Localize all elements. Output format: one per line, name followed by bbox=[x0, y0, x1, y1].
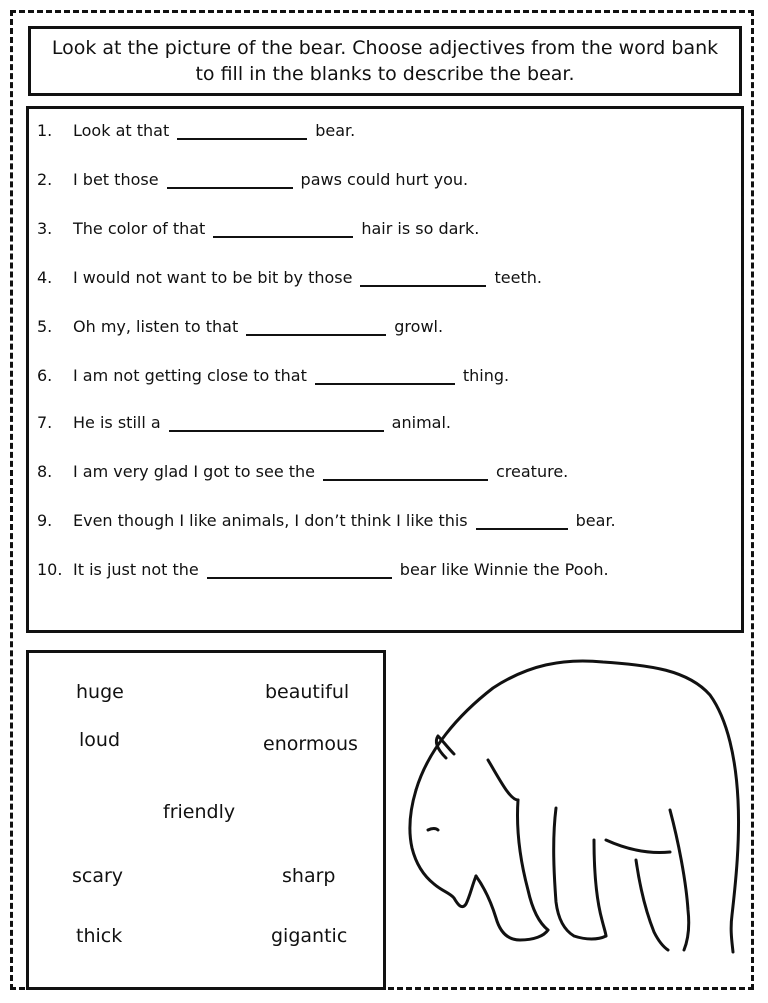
question-number: 6. bbox=[37, 366, 53, 385]
question-text-before: I am not getting close to that bbox=[73, 366, 307, 385]
bear-front-leg-2 bbox=[554, 808, 606, 939]
question-item bbox=[37, 364, 509, 388]
question-number: 4. bbox=[37, 268, 53, 287]
question-number: 2. bbox=[37, 170, 53, 189]
question-text-after: paws could hurt you. bbox=[300, 170, 469, 189]
question-text-after: bear like Winnie the Pooh. bbox=[399, 560, 609, 579]
answer-blank[interactable] bbox=[169, 414, 384, 432]
question-text-before: I am very glad I got to see the bbox=[73, 462, 315, 481]
question-item bbox=[37, 315, 443, 339]
question-text-before: He is still a bbox=[73, 413, 161, 432]
question-text-before: The color of that bbox=[73, 219, 206, 238]
bear-front-leg-2-inner bbox=[594, 840, 606, 936]
question-text-after: thing. bbox=[462, 366, 510, 385]
question-item bbox=[37, 168, 468, 192]
question-number: 5. bbox=[37, 317, 53, 336]
bear-head-outline bbox=[410, 790, 476, 907]
bear-ear bbox=[436, 736, 454, 758]
word-bank-item: thick bbox=[76, 925, 123, 947]
word-bank-item: sharp bbox=[282, 865, 336, 887]
answer-blank[interactable] bbox=[315, 367, 455, 385]
answer-blank[interactable] bbox=[246, 318, 386, 336]
question-item bbox=[37, 509, 616, 533]
answer-blank[interactable] bbox=[360, 269, 486, 287]
word-bank-item: huge bbox=[76, 681, 124, 703]
word-bank-item: gigantic bbox=[271, 925, 348, 947]
question-item bbox=[37, 119, 355, 143]
answer-blank[interactable] bbox=[177, 122, 307, 140]
bear-illustration bbox=[388, 640, 748, 960]
question-text-after: bear. bbox=[315, 121, 356, 140]
bear-back-outline bbox=[416, 661, 739, 952]
question-number: 9. bbox=[37, 511, 53, 530]
bear-front-leg-outer bbox=[476, 876, 548, 940]
question-number: 8. bbox=[37, 462, 53, 481]
question-number: 1. bbox=[37, 121, 53, 140]
answer-blank[interactable] bbox=[213, 220, 353, 238]
instructions-text: Look at the picture of the bear. Choose adjectives from the word bank to fill in the blanks to describe the bear. bbox=[51, 37, 719, 85]
answer-blank[interactable] bbox=[323, 463, 488, 481]
word-bank-item: enormous bbox=[263, 733, 358, 755]
question-item bbox=[37, 217, 479, 241]
answer-blank[interactable] bbox=[167, 171, 293, 189]
question-item bbox=[37, 460, 568, 484]
question-text-before: It is just not the bbox=[73, 560, 199, 579]
question-text-after: teeth. bbox=[494, 268, 542, 287]
question-item bbox=[37, 558, 609, 582]
bear-shoulder-line bbox=[488, 760, 518, 800]
answer-blank[interactable] bbox=[207, 561, 392, 579]
question-text-after: creature. bbox=[496, 462, 569, 481]
bear-hind-leg bbox=[670, 810, 689, 950]
question-text-before: Oh my, listen to that bbox=[73, 317, 239, 336]
question-text-after: bear. bbox=[575, 511, 616, 530]
answer-blank[interactable] bbox=[476, 512, 568, 530]
question-number: 3. bbox=[37, 219, 53, 238]
word-bank-item: loud bbox=[79, 729, 121, 751]
word-bank-item: scary bbox=[72, 865, 124, 887]
bear-front-leg-inner bbox=[517, 800, 548, 930]
question-text-before: I would not want to be bit by those bbox=[73, 268, 353, 287]
bear-hind-leg-inner bbox=[636, 860, 668, 950]
word-bank-item: friendly bbox=[163, 801, 236, 823]
question-text-after: growl. bbox=[394, 317, 444, 336]
question-text-before: I bet those bbox=[73, 170, 159, 189]
question-text-after: hair is so dark. bbox=[361, 219, 480, 238]
bear-belly-line bbox=[606, 840, 670, 853]
question-text-before: Look at that bbox=[73, 121, 170, 140]
bear-eye bbox=[428, 829, 438, 831]
question-text-after: animal. bbox=[391, 413, 451, 432]
question-item bbox=[37, 266, 542, 290]
word-bank-box bbox=[26, 650, 386, 990]
question-item bbox=[37, 411, 451, 435]
question-number: 7. bbox=[37, 413, 53, 432]
question-number: 10. bbox=[37, 560, 63, 579]
questions-box bbox=[26, 106, 744, 633]
question-text-before: Even though I like animals, I don’t think I like this bbox=[73, 511, 468, 530]
instructions-box bbox=[28, 26, 742, 96]
word-bank-item: beautiful bbox=[265, 681, 350, 703]
